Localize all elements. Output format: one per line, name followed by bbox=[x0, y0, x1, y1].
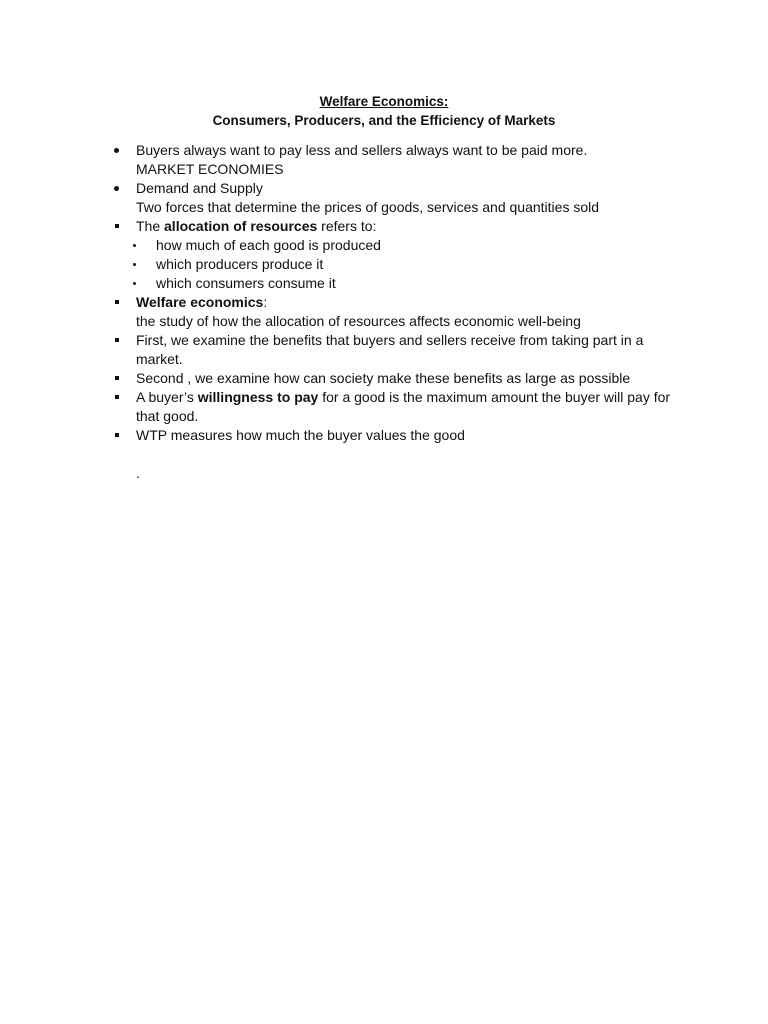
sub-list-item: which consumers consume it bbox=[111, 274, 681, 293]
list-item: Demand and Supply Two forces that determine the prices of goods, services and quantities sold bbox=[111, 179, 681, 217]
trailing-mark: . bbox=[136, 465, 140, 481]
list-item: A buyer’s willingness to pay for a good is the maximum amount the buyer will pay for that good. bbox=[111, 388, 681, 426]
bullet-dot-icon bbox=[133, 263, 136, 266]
bullet-list bbox=[111, 141, 681, 483]
list-item: WTP measures how much the buyer values the good bbox=[111, 426, 681, 445]
bullet-dot-icon bbox=[133, 282, 136, 285]
document-title: Welfare Economics: bbox=[319, 94, 449, 109]
list-item: Buyers always want to pay less and sellers always want to be paid more. MARKET ECONOMIES bbox=[111, 141, 681, 179]
sub-list-item: how much of each good is produced bbox=[111, 236, 681, 255]
list-item: Welfare economics: the study of how the allocation of resources affects economic well-being bbox=[111, 293, 681, 331]
bullet-dot-icon bbox=[133, 244, 136, 247]
list-item: Second , we examine how can society make these benefits as large as possible bbox=[111, 369, 681, 388]
document-subtitle: Consumers, Producers, and the Efficiency of Markets bbox=[212, 113, 556, 128]
sub-list-item: which producers produce it bbox=[111, 255, 681, 274]
list-item: First, we examine the benefits that buyers and sellers receive from taking part in a market. bbox=[111, 331, 681, 369]
list-item: The allocation of resources refers to: bbox=[111, 217, 681, 236]
